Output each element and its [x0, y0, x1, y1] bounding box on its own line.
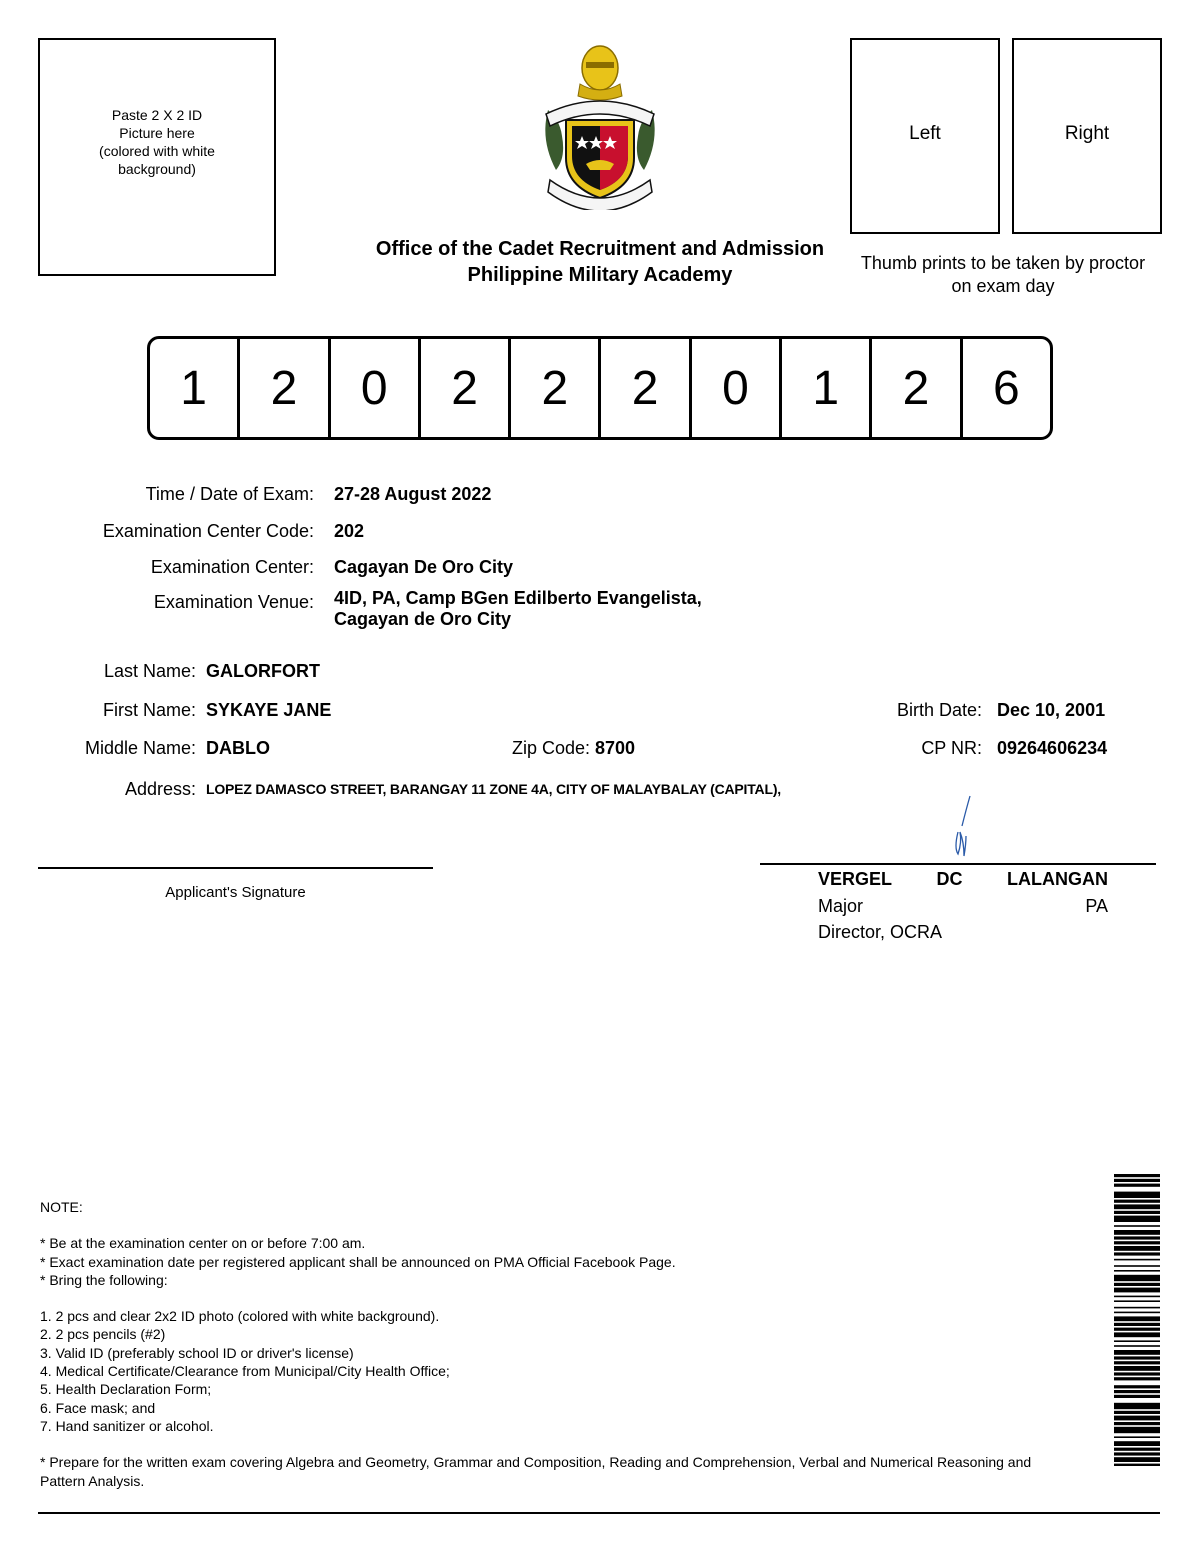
page-title — [330, 236, 870, 288]
barcode-bar — [1114, 1192, 1160, 1198]
note-item: 1. 2 pcs and clear 2x2 ID photo (colored with white background). — [40, 1308, 440, 1325]
first-name-label: First Name: — [102, 700, 196, 720]
director-signature-line — [760, 863, 1156, 865]
note-heading: NOTE: — [40, 1199, 83, 1215]
barcode-bar — [1114, 1452, 1160, 1455]
center-code-value: 202 — [334, 521, 365, 541]
note-item: 3. Valid ID (preferably school ID or driver's license) — [40, 1344, 354, 1361]
applicant-signature-label: Applicant's Signature — [165, 884, 306, 901]
exam-note — [40, 1198, 1080, 1490]
barcode-bar — [1114, 1441, 1160, 1446]
applicant-signature-line — [38, 867, 433, 869]
director-branch: PA — [1085, 896, 1108, 916]
note-prepare: * Prepare for the written exam covering Algebra and Geometry, Grammar and Composition, Reading and Comprehension, Verbal and Numerical Reasoning and Pattern Analysis. — [40, 1454, 1032, 1489]
applicant-number-digit: 1 — [180, 361, 207, 415]
barcode-bar — [1114, 1385, 1160, 1388]
address-value: LOPEZ DAMASCO STREET, BARANGAY 11 ZONE 4A, CITY OF MALAYBALAY (CAPITAL), — [206, 781, 781, 797]
director-last-name: LALANGAN — [1006, 869, 1108, 889]
barcode-bar — [1114, 1283, 1160, 1286]
barcode-bar — [1114, 1270, 1160, 1272]
venue-line-1: 4ID, PA, Camp BGen Edilberto Evangelista, — [334, 588, 702, 608]
barcode-bar — [1114, 1241, 1160, 1244]
barcode-bar — [1114, 1265, 1160, 1267]
barcode-bar — [1114, 1323, 1160, 1326]
center-code-label: Examination Center Code: — [102, 521, 314, 541]
exam-date-value: 27-28 August 2022 — [334, 484, 492, 504]
barcode-bar — [1114, 1332, 1160, 1337]
note-item: 5. Health Declaration Form; — [40, 1381, 212, 1398]
cp-nr-label: CP NR: — [921, 738, 982, 758]
barcode-bar — [1114, 1184, 1160, 1187]
director-title: Director, OCRA — [818, 922, 943, 942]
note-item: 2. 2 pcs pencils (#2) — [40, 1326, 166, 1343]
note-item: 4. Medical Certificate/Clearance from Municipal/City Health Office; — [40, 1363, 450, 1380]
barcode-bar — [1114, 1252, 1160, 1255]
barcode-bar — [1114, 1436, 1160, 1438]
barcode-bar — [1114, 1411, 1160, 1414]
barcode-bar — [1114, 1312, 1160, 1314]
zip-code-label: Zip Code: — [511, 738, 590, 758]
barcode-bar — [1114, 1211, 1160, 1214]
barcode-bar — [1114, 1340, 1160, 1342]
barcode-bar — [1114, 1361, 1160, 1364]
middle-name-value: DABLO — [206, 738, 270, 758]
exam-venue-label: Examination Venue: — [153, 592, 314, 612]
barcode-bar — [1114, 1296, 1160, 1298]
right-thumbprint-box — [1012, 38, 1162, 234]
last-name-value: GALORFORT — [206, 661, 320, 681]
barcode-bar — [1114, 1288, 1160, 1293]
applicant-number — [147, 336, 1053, 440]
director-rank-label: Major — [818, 896, 864, 916]
barcode — [1114, 1174, 1160, 1466]
barcode-bar — [1114, 1422, 1160, 1425]
exam-date-label: Time / Date of Exam: — [145, 484, 314, 504]
barcode-bar — [1114, 1464, 1160, 1466]
barcode-bar — [1114, 1390, 1160, 1393]
barcode-bar — [1114, 1366, 1160, 1371]
director-middle-initial: DC — [936, 869, 963, 889]
barcode-bar — [1114, 1174, 1160, 1177]
barcode-bar — [1114, 1356, 1160, 1359]
birth-date-label: Birth Date: — [896, 700, 982, 720]
birth-date-value: Dec 10, 2001 — [997, 700, 1106, 720]
barcode-bar — [1114, 1403, 1160, 1409]
barcode-bar — [1114, 1377, 1160, 1380]
middle-name-label: Middle Name: — [84, 738, 196, 758]
venue-line-2: Cagayan de Oro City — [334, 609, 512, 629]
left-thumb-label: Left — [909, 123, 941, 144]
pma-crest-emblem — [536, 40, 664, 210]
barcode-bar — [1114, 1307, 1160, 1309]
applicant-number-digit: 1 — [779, 339, 869, 437]
barcode-bar — [1114, 1204, 1160, 1209]
right-thumb-label: Right — [1064, 123, 1110, 144]
barcode-bar — [1114, 1448, 1160, 1451]
director-signature — [940, 792, 980, 862]
academy-name: Philippine Military Academy — [467, 264, 733, 286]
exam-center-label: Examination Center: — [150, 557, 314, 577]
left-thumbprint-box — [850, 38, 1000, 234]
office-name: Office of the Cadet Recruitment and Admission — [375, 238, 825, 260]
note-bullet: * Be at the examination center on or before 7:00 am. — [40, 1235, 366, 1252]
barcode-bar — [1114, 1416, 1160, 1421]
applicant-number-digit: 2 — [508, 339, 598, 437]
applicant-number-digit: 6 — [960, 339, 1050, 437]
barcode-bar — [1114, 1275, 1160, 1281]
barcode-bar — [1114, 1345, 1160, 1347]
barcode-bar — [1114, 1246, 1160, 1251]
cp-nr-value: 09264606234 — [997, 738, 1108, 758]
applicant-number-digit: 0 — [328, 339, 418, 437]
barcode-bar — [1114, 1216, 1160, 1222]
director-first-name: VERGEL — [818, 869, 893, 889]
note-bullet: * Bring the following: — [40, 1271, 168, 1288]
exam-venue-value — [334, 588, 814, 630]
bottom-rule — [38, 1512, 1160, 1514]
barcode-bar — [1114, 1300, 1160, 1302]
barcode-bar — [1114, 1328, 1160, 1331]
barcode-bar — [1114, 1200, 1160, 1203]
applicant-number-digit: 2 — [598, 339, 688, 437]
barcode-bar — [1114, 1225, 1160, 1227]
id-photo-box — [38, 38, 276, 276]
barcode-bar — [1114, 1395, 1160, 1398]
director-name — [818, 869, 1108, 890]
applicant-number-digit: 2 — [237, 339, 327, 437]
applicant-number-digit: 2 — [418, 339, 508, 437]
barcode-bar — [1114, 1230, 1160, 1235]
thumbprint-note: Thumb prints to be taken by proctor on exam day — [860, 253, 1146, 296]
photo-instructions: Paste 2 X 2 ID Picture here (colored with white background) — [99, 107, 215, 177]
applicant-number-digit: 0 — [689, 339, 779, 437]
director-rank — [818, 896, 1108, 917]
barcode-bar — [1114, 1427, 1160, 1433]
barcode-bar — [1114, 1236, 1160, 1239]
note-bullet: * Exact examination date per registered applicant shall be announced on PMA Official Facebook Page. — [40, 1253, 676, 1270]
barcode-bar — [1114, 1350, 1160, 1355]
last-name-label: Last Name: — [103, 661, 196, 681]
barcode-bar — [1114, 1457, 1160, 1462]
barcode-bar — [1114, 1372, 1160, 1375]
address-label: Address: — [124, 779, 196, 799]
barcode-bar — [1114, 1179, 1160, 1182]
note-item: 7. Hand sanitizer or alcohol. — [40, 1417, 214, 1434]
note-item: 6. Face mask; and — [40, 1399, 156, 1416]
first-name-value: SYKAYE JANE — [206, 700, 332, 720]
zip-code-value: 8700 — [595, 738, 636, 758]
barcode-bar — [1114, 1316, 1160, 1321]
exam-center-value: Cagayan De Oro City — [334, 557, 514, 577]
barcode-bar — [1114, 1259, 1160, 1261]
applicant-number-digit: 2 — [869, 339, 959, 437]
